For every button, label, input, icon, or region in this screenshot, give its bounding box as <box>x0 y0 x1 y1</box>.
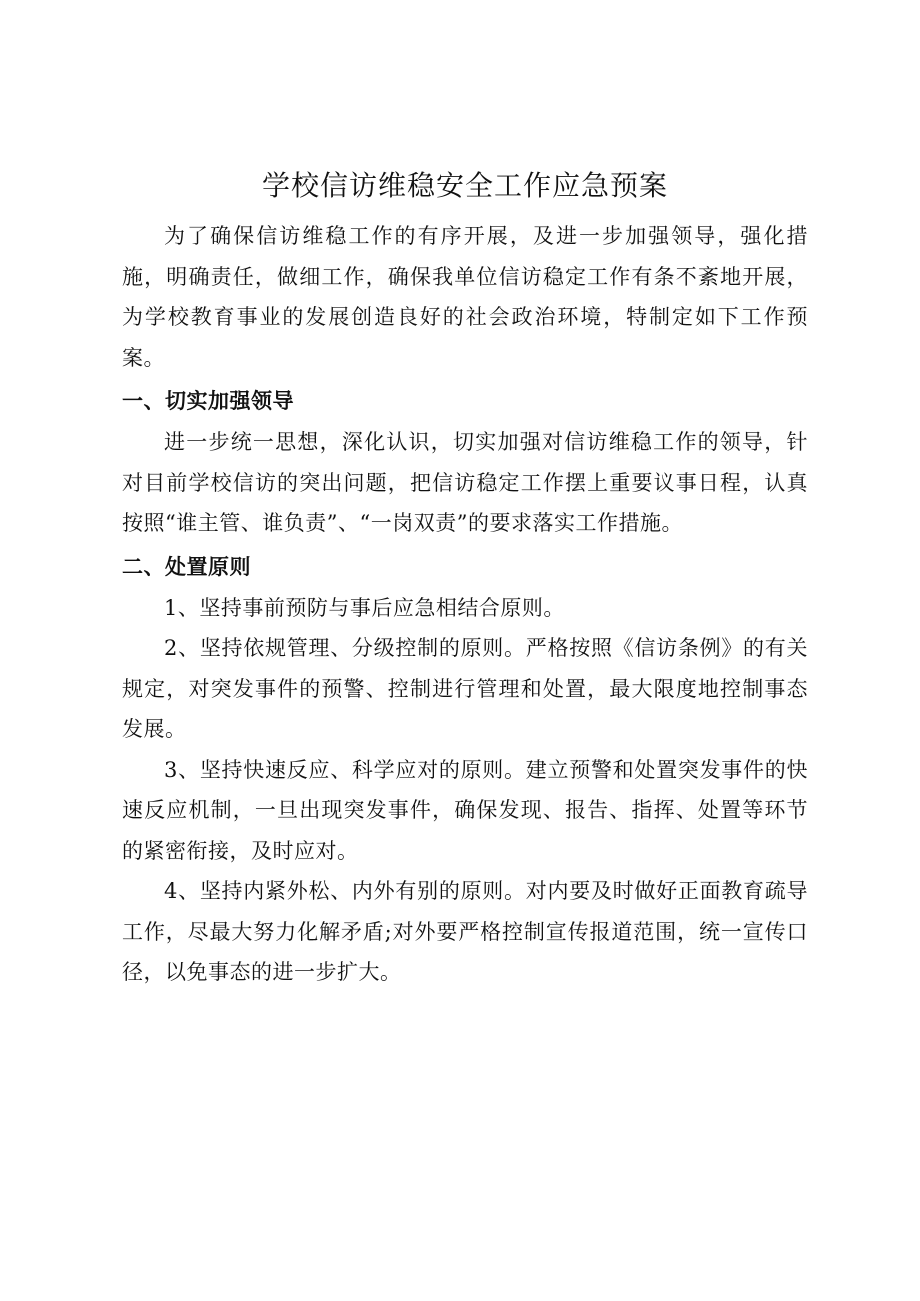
principle-item: 3、坚持快速反应、科学应对的原则。建立预警和处置突发事件的快速反应机制，一旦出现突发事件，确保发现、报告、指挥、处置等环节的紧密衔接，及时应对。 <box>122 757 808 863</box>
section-leadership <box>122 380 808 544</box>
document-body <box>122 162 808 993</box>
section-paragraph: 进一步统一思想，深化认识，切实加强对信访维稳工作的领导，针对目前学校信访的突出问题，把信访稳定工作摆上重要议事日程，认真按照“谁主管、谁负责”、“一岗双责”的要求落实工作措施。 <box>122 430 808 535</box>
principle-item: 1、坚持事前预防与事后应急相结合原则。 <box>164 595 565 620</box>
section-principles <box>122 546 808 993</box>
intro-paragraph: 为了确保信访维稳工作的有序开展，及进一步加强领导，强化措施，明确责任，做细工作，确保我单位信访稳定工作有条不紊地开展，为学校教育事业的发展创造良好的社会政治环境，特制定如下工作预案。 <box>122 224 808 370</box>
document-title: 学校信访维稳安全工作应急预案 <box>261 169 668 202</box>
principle-item: 4、坚持内紧外松、内外有别的原则。对内要及时做好正面教育疏导工作，尽最大努力化解矛盾;对外要严格控制宣传报道范围，统一宣传口径，以免事态的进一步扩大。 <box>122 879 808 984</box>
section-heading: 二、处置原则 <box>122 554 251 579</box>
section-heading: 一、切实加强领导 <box>122 389 294 413</box>
principle-item: 2、坚持依规管理、分级控制的原则。严格按照《信访条例》的有关规定，对突发事件的预警、控制进行管理和处置，最大限度地控制事态发展。 <box>122 636 808 741</box>
